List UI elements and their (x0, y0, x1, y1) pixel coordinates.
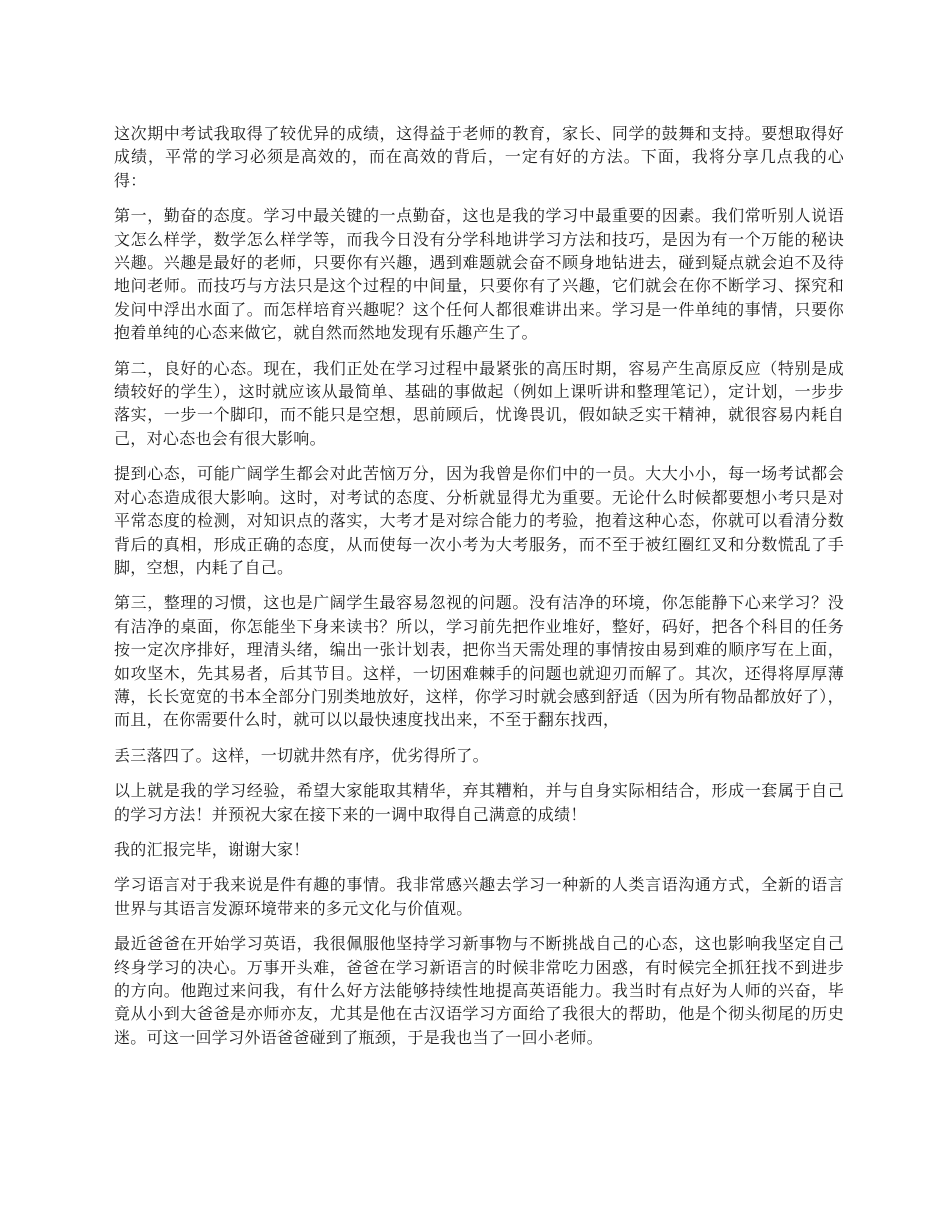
document-page (114, 122, 844, 1061)
paragraph-organizing-end: 丢三落四了。这样，一切就井然有序，优劣得所了。 (114, 745, 489, 765)
paragraph-father-english: 最近爸爸在开始学习英语，我很佩服他坚持学习新事物与不断挑战自己的心态，这也影响我坚定自己终身学习的决心。万事开头难，爸爸在学习新语言的时候非常吃力困惑，有时候完全抓狂找不到进步的方向。他跑过来问我，有什么好方法能够持续性地提高英语能力。我当时有点好为人师的兴奋，毕竟从小到大爸爸是亦师亦友，尤其是他在古汉语学习方面给了我很大的帮助，他是个彻头彻尾的历史迷。可这一回学习外语爸爸碰到了瓶颈，于是我也当了一回小老师。 (114, 934, 844, 1047)
paragraph-mindset-exams: 提到心态，可能广阔学生都会对此苦恼万分，因为我曾是你们中的一员。大大小小，每一场考试都会对心态造成很大影响。这时，对考试的态度、分析就显得尤为重要。无论什么时候都要想小考只是对平常态度的检测，对知识点的落实，大考才是对综合能力的考验，抱着这种心态，你就可以看清分数背后的真相，形成正确的态度，从而使每一次小考为大考服务，而不至于被红圈红叉和分数慌乱了手脚，空想，内耗了自己。 (114, 464, 844, 577)
paragraph-diligence: 第一，勤奋的态度。学习中最关键的一点勤奋，这也是我的学习中最重要的因素。我们常听别人说语文怎么样学，数学怎么样学等，而我今日没有分学科地讲学习方法和技巧，是因为有一个万能的秘诀兴趣。兴趣是最好的老师，只要你有兴趣，遇到难题就会奋不顾身地钻进去，碰到疑点就会迫不及待地问老师。而技巧与方法只是这个过程的中间量，只要你有了兴趣，它们就会在你不断学习、探究和发问中浮出水面了。而怎样培育兴趣呢？这个任何人都很难讲出来。学习是一件单纯的事情，只要你抱着单纯的心态来做它，就自然而然地发现有乐趣产生了。 (114, 206, 844, 343)
paragraph-mindset: 第二，良好的心态。现在，我们正处在学习过程中最紧张的高压时期，容易产生高原反应（特别是成绩较好的学生），这时就应该从最简单、基础的事做起（例如上课听讲和整理笔记），定计划，一步步落实，一步一个脚印，而不能只是空想，思前顾后，忧谗畏讥，假如缺乏实干精神，就很容易内耗自己，对心态也会有很大影响。 (114, 358, 844, 448)
paragraph-organizing: 第三，整理的习惯，这也是广阔学生最容易忽视的问题。没有洁净的环境，你怎能静下心来学习？没有洁净的桌面，你怎能坐下身来读书？所以，学习前先把作业堆好，整好，码好，把各个科目的任务按一定次序排好，理清头绪，编出一张计划表，把你当天需处理的事情按由易到难的顺序写在上面，如攻坚木，先其易者，后其节目。这样，一切困难棘手的问题也就迎刃而解了。其次，还得将厚厚薄薄，长长宽宽的书本全部分门别类地放好，这样，你学习时就会感到舒适（因为所有物品都放好了），而且，在你需要什么时，就可以以最快速度找出来，不至于翻东找西， (114, 593, 844, 730)
paragraph-conclusion: 以上就是我的学习经验，希望大家能取其精华，弃其糟粕，并与自身实际相结合，形成一套属于自己的学习方法！并预祝大家在接下来的一调中取得自己满意的成绩！ (114, 781, 844, 824)
paragraph-thanks: 我的汇报完毕，谢谢大家！ (114, 839, 310, 859)
paragraph-intro: 这次期中考试我取得了较优异的成绩，这得益于老师的教育，家长、同学的鼓舞和支持。要想取得好成绩，平常的学习必须是高效的，而在高效的背后，一定有好的方法。下面，我将分享几点我的心得： (114, 124, 844, 190)
paragraph-language-interest: 学习语言对于我来说是件有趣的事情。我非常感兴趣去学习一种新的人类言语沟通方式，全新的语言世界与其语言发源环境带来的多元文化与价值观。 (114, 875, 844, 918)
